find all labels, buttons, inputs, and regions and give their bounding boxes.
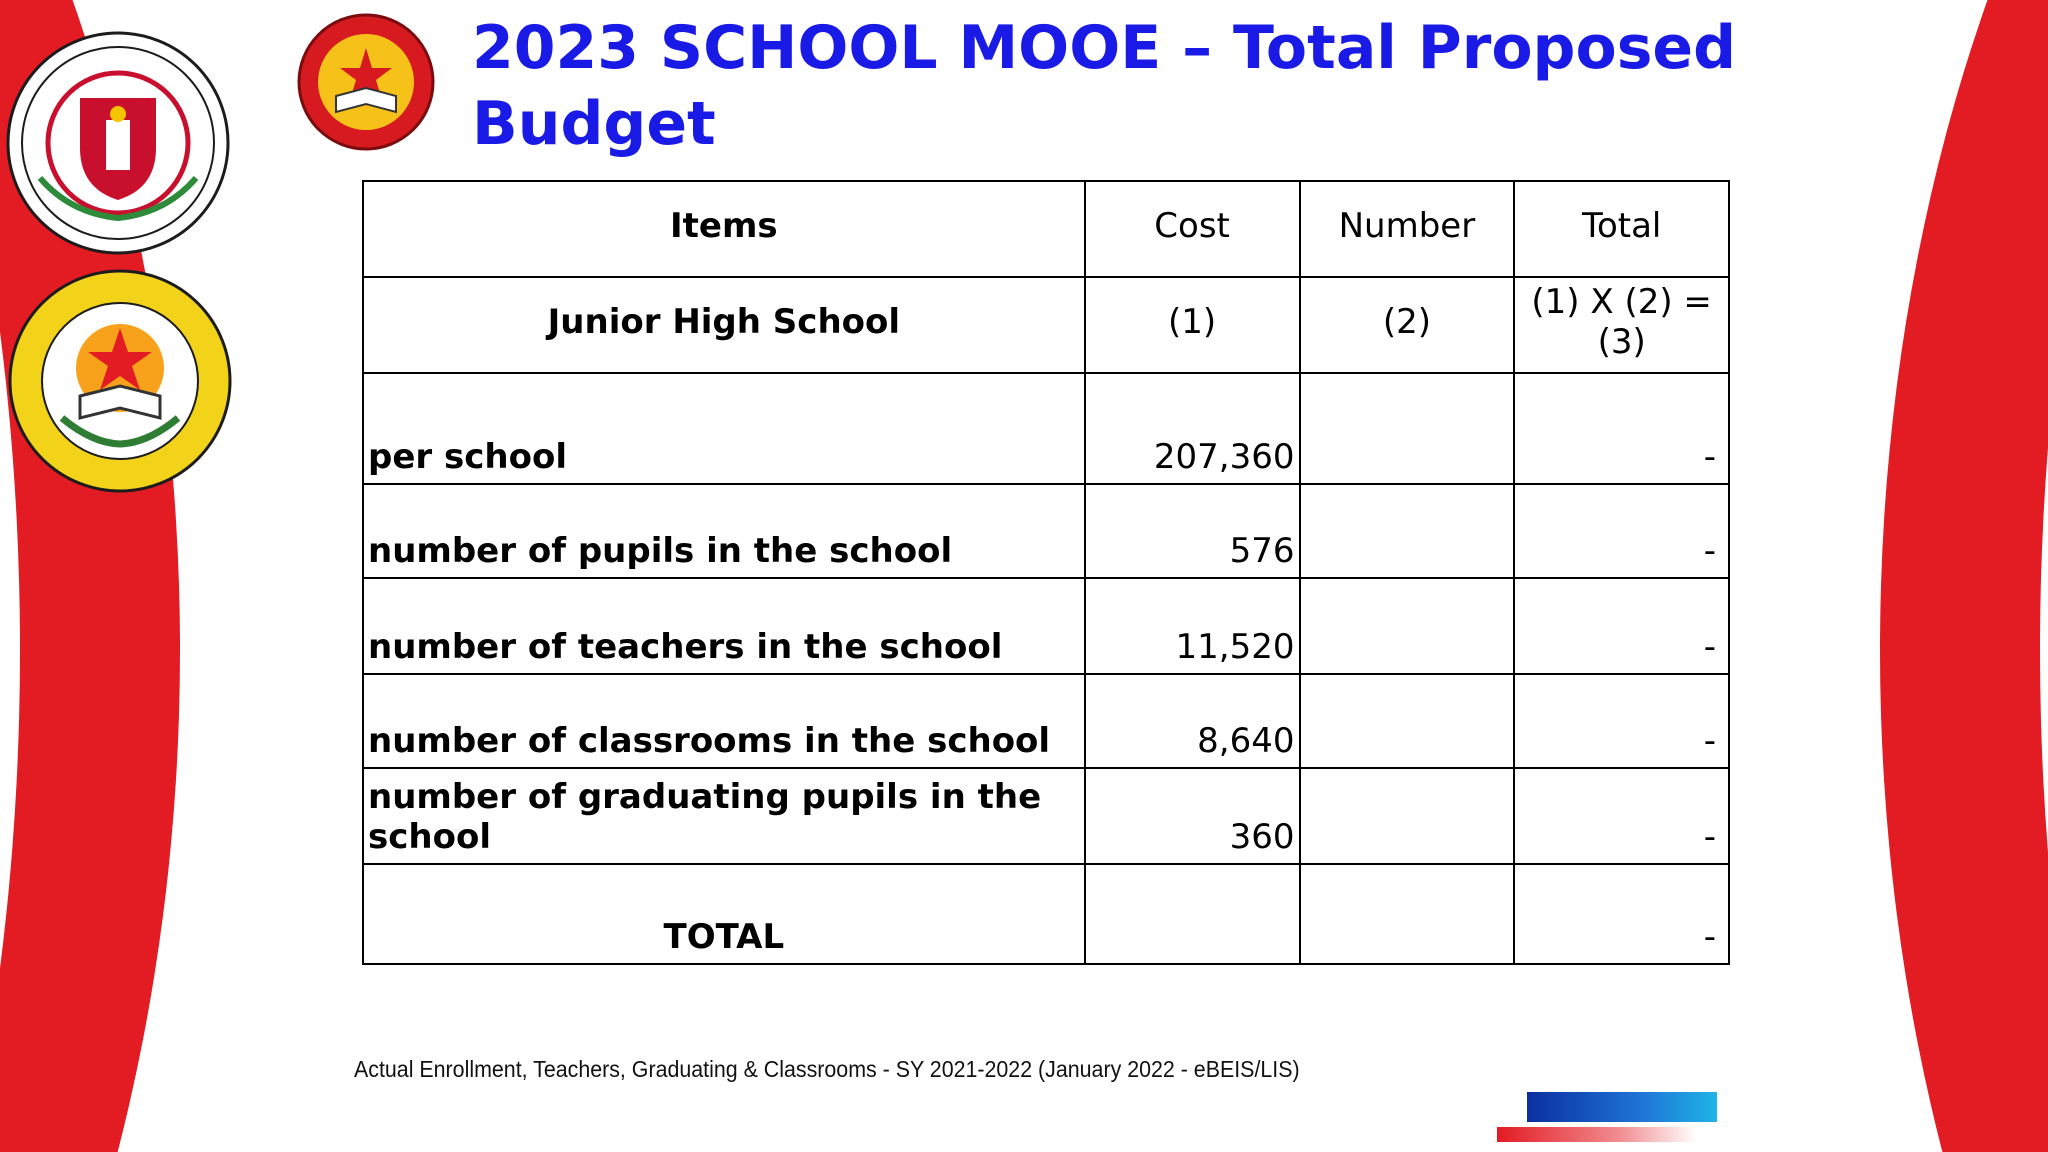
header-total: Total: [1514, 181, 1729, 277]
header-items: Items: [363, 181, 1085, 277]
table-row: [363, 484, 1729, 578]
subheader-number: (2): [1300, 277, 1515, 373]
subheader-total: (1) X (2) = (3): [1514, 277, 1729, 373]
subheader-cost: (1): [1085, 277, 1300, 373]
table-row: [363, 768, 1729, 864]
row-number: [1300, 768, 1515, 864]
total-value: -: [1514, 864, 1729, 964]
row-number: [1300, 484, 1515, 578]
right-red-arc: [1880, 0, 2048, 1152]
total-label: TOTAL: [363, 864, 1085, 964]
subheader-items: Junior High School: [363, 277, 1085, 373]
row-total: -: [1514, 768, 1729, 864]
table-total-row: [363, 864, 1729, 964]
budget-table: [362, 180, 1730, 965]
row-total: -: [1514, 484, 1729, 578]
table-row: [363, 578, 1729, 674]
table-row: [363, 674, 1729, 768]
total-cost: [1085, 864, 1300, 964]
table-row: [363, 373, 1729, 484]
row-number: [1300, 578, 1515, 674]
slide-title: 2023 SCHOOL MOOE – Total Proposed Budget: [472, 13, 1737, 159]
header-cost: Cost: [1085, 181, 1300, 277]
row-cost: 8,640: [1085, 674, 1300, 768]
deped-seal-logo: [296, 12, 436, 152]
total-number: [1300, 864, 1515, 964]
row-item: number of teachers in the school: [363, 578, 1085, 674]
row-item: number of pupils in the school: [363, 484, 1085, 578]
row-number: [1300, 373, 1515, 484]
source-footnote: Actual Enrollment, Teachers, Graduating & Classrooms - SY 2021-2022 (January 2022 - eBEIS/LIS): [354, 1056, 1300, 1082]
row-number: [1300, 674, 1515, 768]
row-cost: 11,520: [1085, 578, 1300, 674]
university-seal-logo: [0, 28, 236, 258]
college-seal-icon: [2, 268, 238, 494]
university-seal-icon: [0, 28, 236, 258]
header-number: Number: [1300, 181, 1515, 277]
table-subheader-row: [363, 277, 1729, 373]
red-accent-bar: [1497, 1127, 1697, 1142]
blue-accent-bar: [1527, 1092, 1717, 1122]
row-total: -: [1514, 373, 1729, 484]
row-item: number of classrooms in the school: [363, 674, 1085, 768]
college-seal-logo: [2, 268, 238, 494]
deped-seal-icon: [296, 12, 436, 152]
row-item: per school: [363, 373, 1085, 484]
row-total: -: [1514, 578, 1729, 674]
row-cost: 360: [1085, 768, 1300, 864]
row-item: number of graduating pupils in the school: [363, 768, 1085, 864]
row-cost: 207,360: [1085, 373, 1300, 484]
table-header-row: [363, 181, 1729, 277]
row-cost: 576: [1085, 484, 1300, 578]
row-total: -: [1514, 674, 1729, 768]
